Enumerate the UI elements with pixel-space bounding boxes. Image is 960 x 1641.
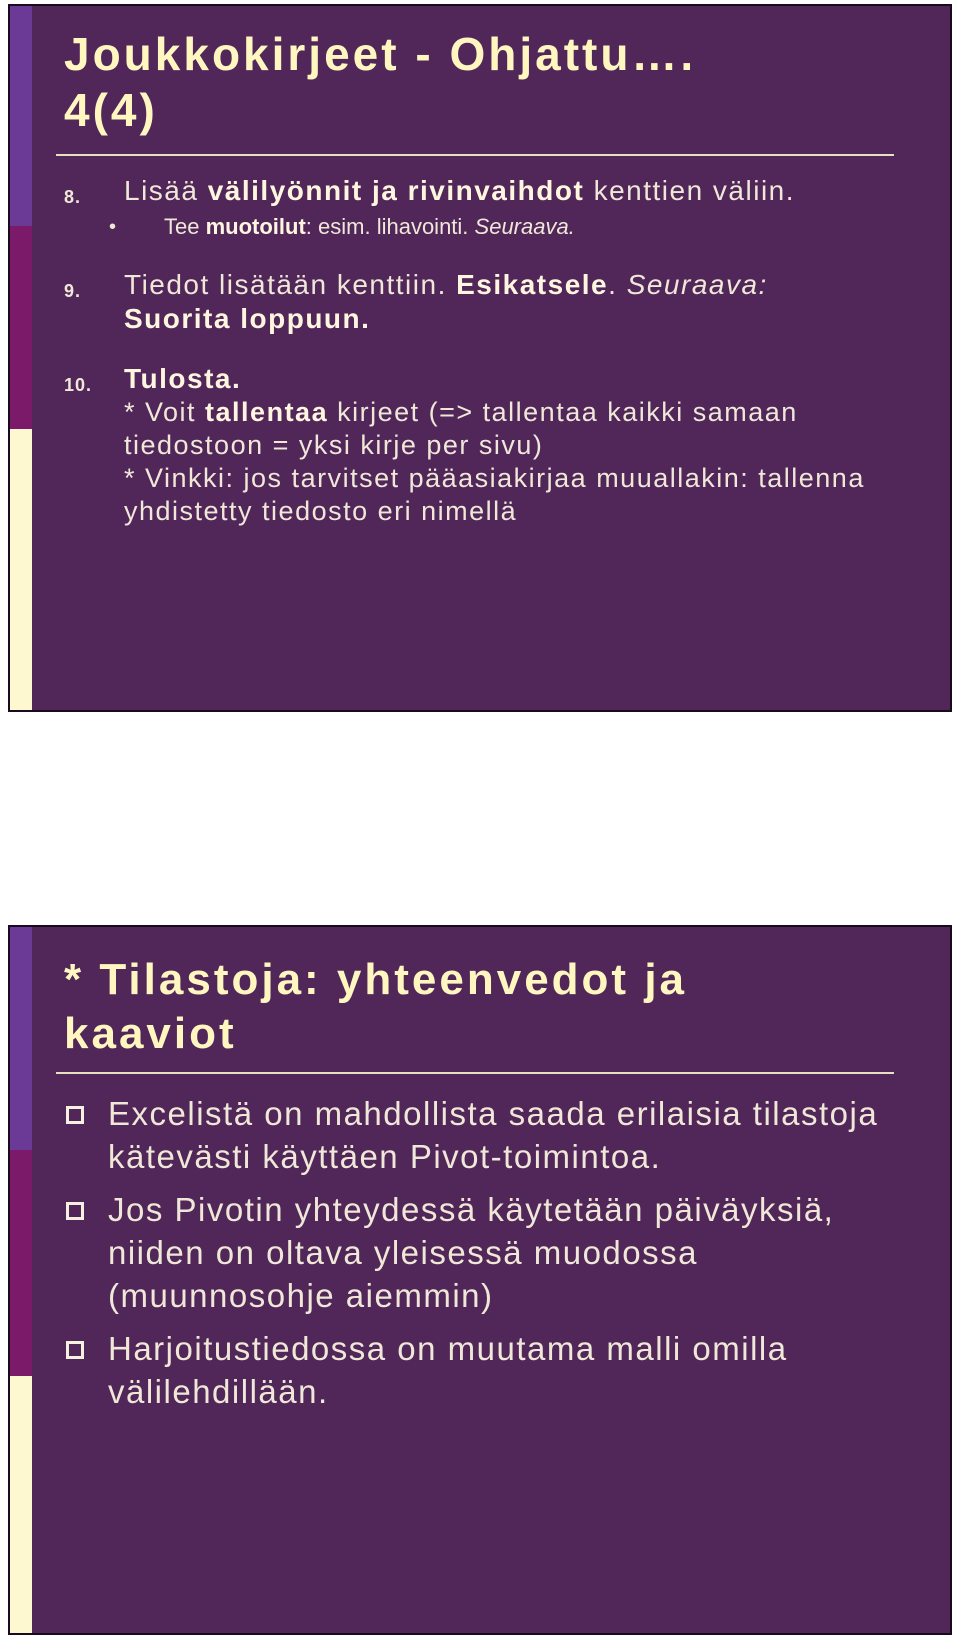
step-number: 9. xyxy=(64,281,82,301)
step-list xyxy=(64,174,910,528)
step-8-subitem: • Tee muotoilut: esim. lihavointi. Seuraava. xyxy=(64,212,910,242)
square-bullet-icon xyxy=(66,1106,84,1124)
square-bullet-icon xyxy=(66,1202,84,1220)
list-item: Harjoitustiedossa on muutama malli omilla välilehdillään. xyxy=(66,1327,910,1413)
list-item: Jos Pivotin yhteydessä käytetään päiväyksiä, niiden on oltava yleisessä muodossa (muunnosohje aiemmin) xyxy=(66,1188,910,1317)
slide-2 xyxy=(8,925,952,1635)
slide-side-strip xyxy=(10,927,32,1633)
square-bullet-icon xyxy=(66,1341,84,1359)
title-divider xyxy=(56,154,894,156)
save-note: * Voit tallentaa kirjeet (=> tallentaa kaikki samaan tiedostoon = yksi kirje per sivu) xyxy=(124,397,798,460)
slide-1 xyxy=(8,4,952,712)
title-divider xyxy=(56,1072,894,1074)
step-8: 8. Lisää välilyönnit ja rivinvaihdot kenttien väliin. xyxy=(64,174,910,208)
slide-side-strip xyxy=(10,6,32,710)
slide-title: * Tilastoja: yhteenvedot ja kaaviot xyxy=(64,955,688,1058)
step-number: 8. xyxy=(64,187,82,207)
step-10: 10. Tulosta. * Voit tallentaa kirjeet (=> tallentaa kaikki samaan tiedostoon = yksi kirje per sivu) * Vinkki: jos tarvitset pääasiakirjaa muuallakin: tallenna yhdistetty tiedosto eri nimellä xyxy=(64,362,910,528)
step-number: 10. xyxy=(64,375,93,395)
slide-title: Joukkokirjeet - Ohjattu…. 4(4) xyxy=(64,28,697,136)
step-9: 9. Tiedot lisätään kenttiin. Esikatsele. Seuraava: Suorita loppuun. xyxy=(64,269,768,334)
bullet-list xyxy=(66,1092,910,1423)
tip-note: * Vinkki: jos tarvitset pääasiakirjaa muuallakin: tallenna yhdistetty tiedosto eri nimellä xyxy=(124,463,865,526)
bullet-dot-icon: • xyxy=(109,216,117,238)
list-item: Excelistä on mahdollista saada erilaisia tilastoja kätevästi käyttäen Pivot-toimintoa. xyxy=(66,1092,910,1178)
